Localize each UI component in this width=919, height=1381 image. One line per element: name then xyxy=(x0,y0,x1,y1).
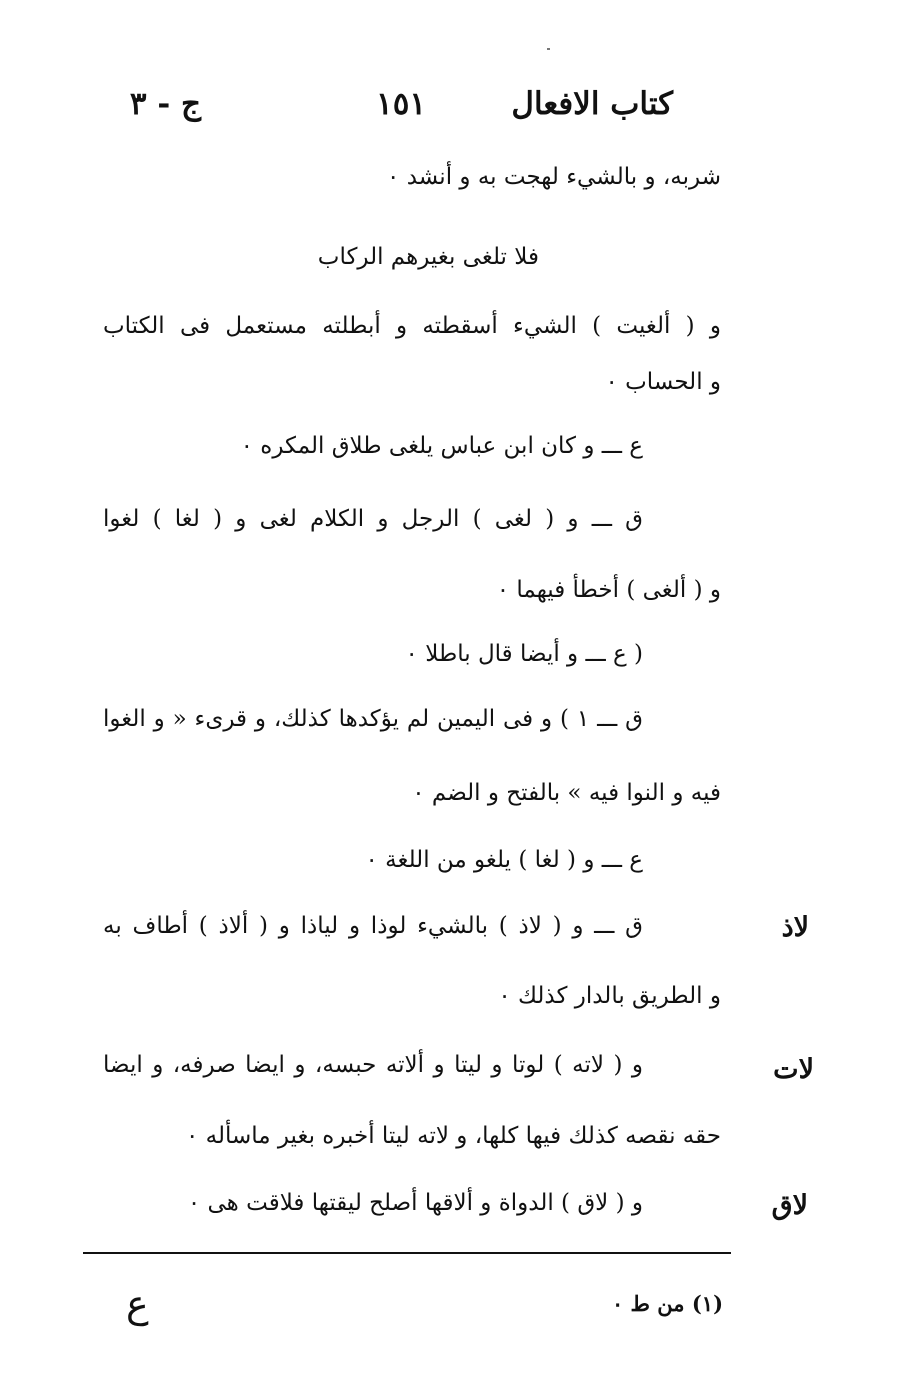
page-number: ١٥١ xyxy=(376,86,426,122)
verse-line: فلا تلغى بغيرهم الركاب xyxy=(317,244,539,270)
text-line: و ( ألغى ) أخطأ فيهما ٠ xyxy=(496,577,721,603)
margin-headword: لات xyxy=(773,1054,814,1085)
text-line: شربه، و بالشيء لهجت به و أنشد ٠ xyxy=(387,164,721,190)
text-line: و ( لاته ) لوتا و ليتا و ألاته حبسه، و ايضا صرفه، و ايضا xyxy=(103,1052,643,1078)
text-line: ق ـــ ١ ) و فى اليمين لم يؤكدها كذلك، و قرىء « و الغوا xyxy=(103,706,643,732)
footnote-divider xyxy=(83,1252,731,1254)
text-line: ق ـــ و ( لاذ ) بالشيء لوذا و لياذا و ( ألاذ ) أطاف به xyxy=(103,913,643,939)
text-line: ع ـــ و ( لغا ) يلغو من اللغة ٠ xyxy=(365,847,643,873)
book-title: كتاب الافعال xyxy=(511,86,673,122)
margin-headword: لاق xyxy=(771,1190,808,1221)
scan-speck xyxy=(547,48,550,50)
signature-mark: ع xyxy=(126,1282,149,1326)
text-line: و الطريق بالدار كذلك ٠ xyxy=(498,983,721,1009)
text-line: و الحساب ٠ xyxy=(605,369,721,395)
text-line: و ( لاق ) الدواة و ألاقها أصلح ليقتها فلاقت هى ٠ xyxy=(187,1190,643,1216)
text-line: حقه نقصه كذلك فيها كلها، و لاته ليتا أخبره بغير ماسأله ٠ xyxy=(185,1123,721,1149)
text-line: و ( ألغيت ) الشيء أسقطته و أبطلته مستعمل فى الكتاب xyxy=(103,313,721,339)
text-line: ( ع ـــ و أيضا قال باطلا ٠ xyxy=(405,641,643,667)
text-line: ع ـــ و كان ابن عباس يلغى طلاق المكره ٠ xyxy=(240,433,643,459)
volume-label: ج - ٣ xyxy=(129,86,201,122)
margin-headword: لاذ xyxy=(781,912,809,943)
text-line: فيه و النوا فيه » بالفتح و الضم ٠ xyxy=(412,780,721,806)
footnote: (١) من ط ٠ xyxy=(611,1291,723,1316)
text-line: ق ـــ و ( لغى ) الرجل و الكلام لغى و ( لغا ) لغوا xyxy=(103,506,643,532)
